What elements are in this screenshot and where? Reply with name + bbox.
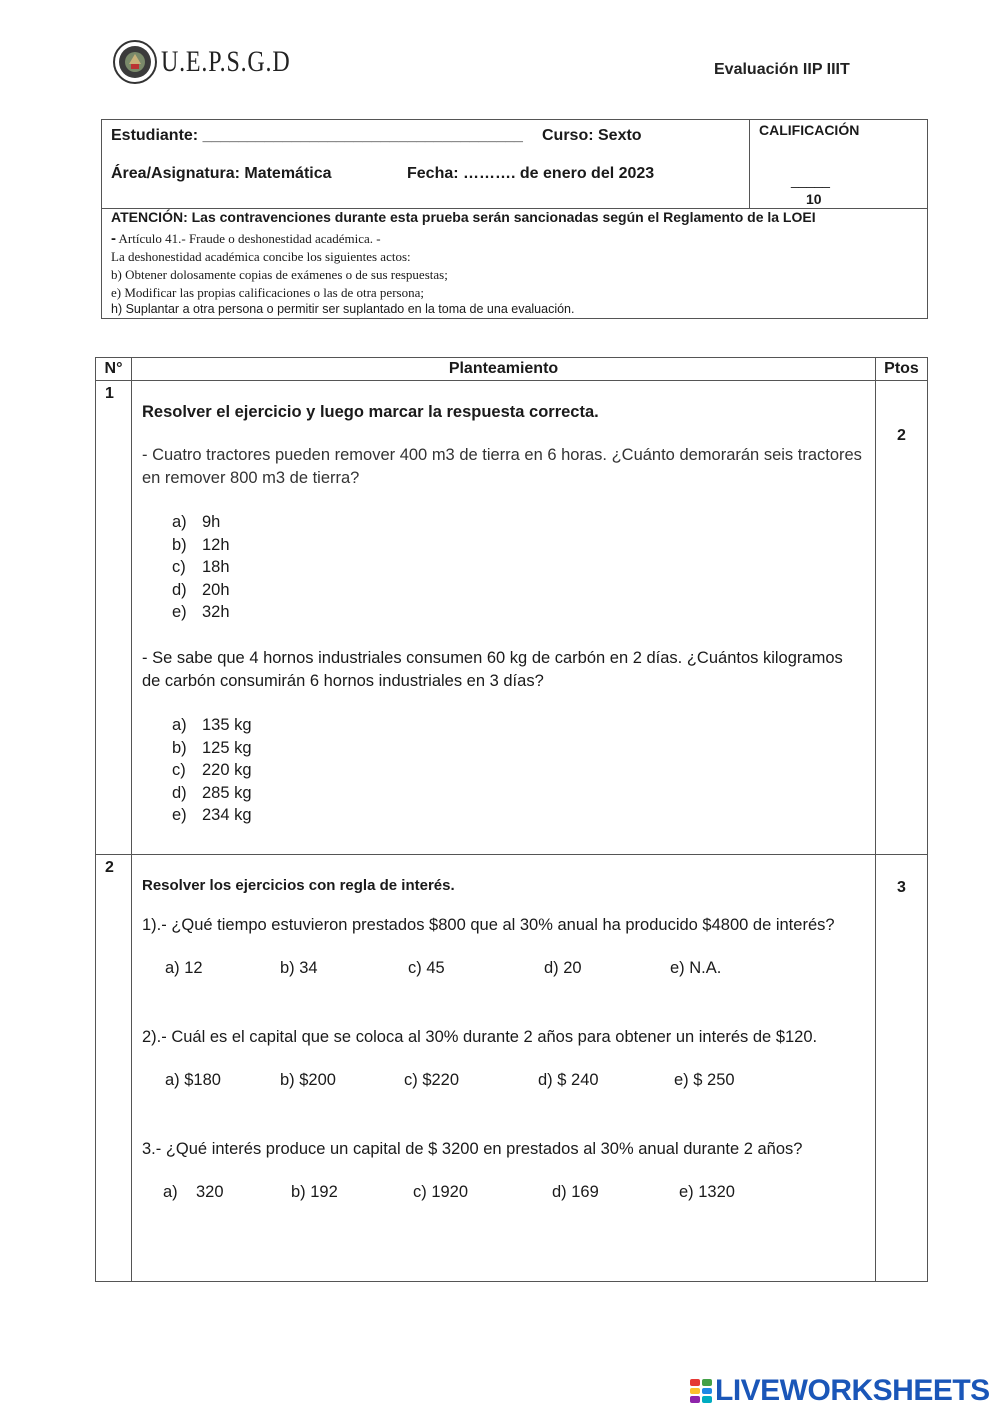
problem-1-text: - Cuatro tractores pueden remover 400 m3 de tierra en 6 horas. ¿Cuánto demorarán seis tractores en remover 800 m3 de tierra? bbox=[142, 446, 862, 487]
question-points: 2 bbox=[897, 427, 906, 444]
exercise-2-options bbox=[142, 1071, 865, 1093]
question-number: 2 bbox=[105, 859, 114, 876]
option-item[interactable]: c) $220 bbox=[404, 1071, 460, 1089]
option-item[interactable]: c) 220 kg bbox=[172, 761, 252, 780]
question-row-2 bbox=[96, 855, 928, 1282]
rule-h: h) Suplantar a otra persona o permitir ser suplantado en la toma de una evaluación. bbox=[111, 302, 575, 316]
option-item[interactable]: c) 1920 bbox=[413, 1183, 469, 1201]
option-item[interactable]: e) $ 250 bbox=[674, 1071, 735, 1089]
school-logo bbox=[113, 40, 323, 84]
rule-article-text: Artículo 41.- Fraude o deshonestidad académica. - bbox=[118, 231, 381, 246]
option-item[interactable]: d) 285 kg bbox=[172, 783, 252, 802]
option-item[interactable]: b) 192 bbox=[291, 1183, 338, 1201]
school-seal-icon bbox=[113, 40, 157, 84]
question-1-instruction: Resolver el ejercicio y luego marcar la respuesta correcta. bbox=[142, 403, 599, 421]
rule-dash: - bbox=[111, 230, 116, 247]
problem-2-options bbox=[172, 714, 865, 827]
option-item[interactable]: e) 234 kg bbox=[172, 806, 252, 825]
exercise-2-text: 2).- Cuál es el capital que se coloca al 30% durante 2 años para obtener un interés de $120. bbox=[142, 1028, 818, 1046]
option-item[interactable]: a) 12 bbox=[165, 959, 203, 977]
option-item[interactable]: d) $ 240 bbox=[538, 1071, 599, 1089]
question-number: 1 bbox=[105, 385, 114, 402]
date-label: Fecha: ………. de enero del 2023 bbox=[407, 165, 655, 182]
course-label: Curso: Sexto bbox=[542, 127, 642, 144]
option-item[interactable]: d) 20h bbox=[172, 580, 230, 599]
rule-intro: La deshonestidad académica concibe los siguientes actos: bbox=[111, 249, 411, 264]
option-item[interactable]: e) 1320 bbox=[679, 1183, 735, 1201]
option-item[interactable]: c) 45 bbox=[408, 959, 445, 977]
option-item[interactable]: b) 125 kg bbox=[172, 738, 252, 757]
option-item[interactable]: a) 9h bbox=[172, 513, 221, 531]
problem-1-options bbox=[172, 511, 865, 624]
liveworksheets-logo[interactable] bbox=[690, 1374, 990, 1408]
question-points: 3 bbox=[897, 879, 906, 896]
attention-notice: ATENCIÓN: Las contravenciones durante esta prueba serán sancionadas según el Reglamento de la LOEI bbox=[111, 209, 816, 225]
liveworksheets-brand: LIVEWORKSHEETS bbox=[715, 1374, 990, 1407]
exercise-3-options bbox=[142, 1183, 865, 1205]
rule-article bbox=[111, 230, 381, 247]
student-name-field[interactable]: Estudiante: ____________________________________ bbox=[111, 127, 523, 144]
exam-title: Evaluación IIP IIIT bbox=[714, 61, 850, 78]
option-item[interactable]: a) 320 bbox=[163, 1183, 224, 1201]
rule-e: e) Modificar las propias calificaciones o las de otra persona; bbox=[111, 285, 424, 300]
subject-label: Área/Asignatura: Matemática bbox=[111, 165, 332, 182]
option-item[interactable]: e) 32h bbox=[172, 603, 230, 622]
questions-table bbox=[95, 357, 928, 1282]
student-info-box bbox=[101, 119, 928, 319]
question-row-1 bbox=[96, 381, 928, 855]
option-item[interactable]: b) $200 bbox=[280, 1071, 336, 1089]
exercise-1-options bbox=[142, 959, 865, 981]
option-item[interactable]: a) 135 kg bbox=[172, 715, 252, 734]
option-item[interactable]: d) 169 bbox=[552, 1183, 599, 1201]
exercise-3-text: 3.- ¿Qué interés produce un capital de $ 3200 en prestados al 30% anual durante 2 años? bbox=[142, 1140, 803, 1158]
col-number-header: N° bbox=[96, 358, 132, 381]
school-name: U.E.P.S.G.D bbox=[161, 45, 291, 78]
rule-b: b) Obtener dolosamente copias de exámenes o de sus respuestas; bbox=[111, 267, 448, 282]
question-2-instruction: Resolver los ejercicios con regla de interés. bbox=[142, 877, 455, 894]
option-item[interactable]: c) 18h bbox=[172, 558, 230, 577]
col-statement-header: Planteamiento bbox=[132, 358, 876, 381]
problem-2-text: - Se sabe que 4 hornos industriales consumen 60 kg de carbón en 2 días. ¿Cuántos kilogramos de carbón consumirán 6 hornos industriales en 3 días? bbox=[142, 648, 843, 690]
grade-total: 10 bbox=[806, 191, 822, 207]
exercise-1-text: 1).- ¿Qué tiempo estuvieron prestados $800 que al 30% anual ha producido $4800 de interés? bbox=[142, 916, 835, 934]
option-item[interactable]: e) N.A. bbox=[670, 959, 722, 977]
option-item[interactable]: b) 34 bbox=[280, 959, 318, 977]
liveworksheets-icon bbox=[690, 1379, 712, 1403]
option-item[interactable]: d) 20 bbox=[544, 959, 582, 977]
grade-blank[interactable]: _____ bbox=[791, 172, 830, 188]
option-item[interactable]: a) $180 bbox=[165, 1071, 221, 1089]
grade-label: CALIFICACIÓN bbox=[759, 122, 860, 138]
col-points-header: Ptos bbox=[876, 358, 928, 381]
option-item[interactable]: b) 12h bbox=[172, 535, 230, 554]
